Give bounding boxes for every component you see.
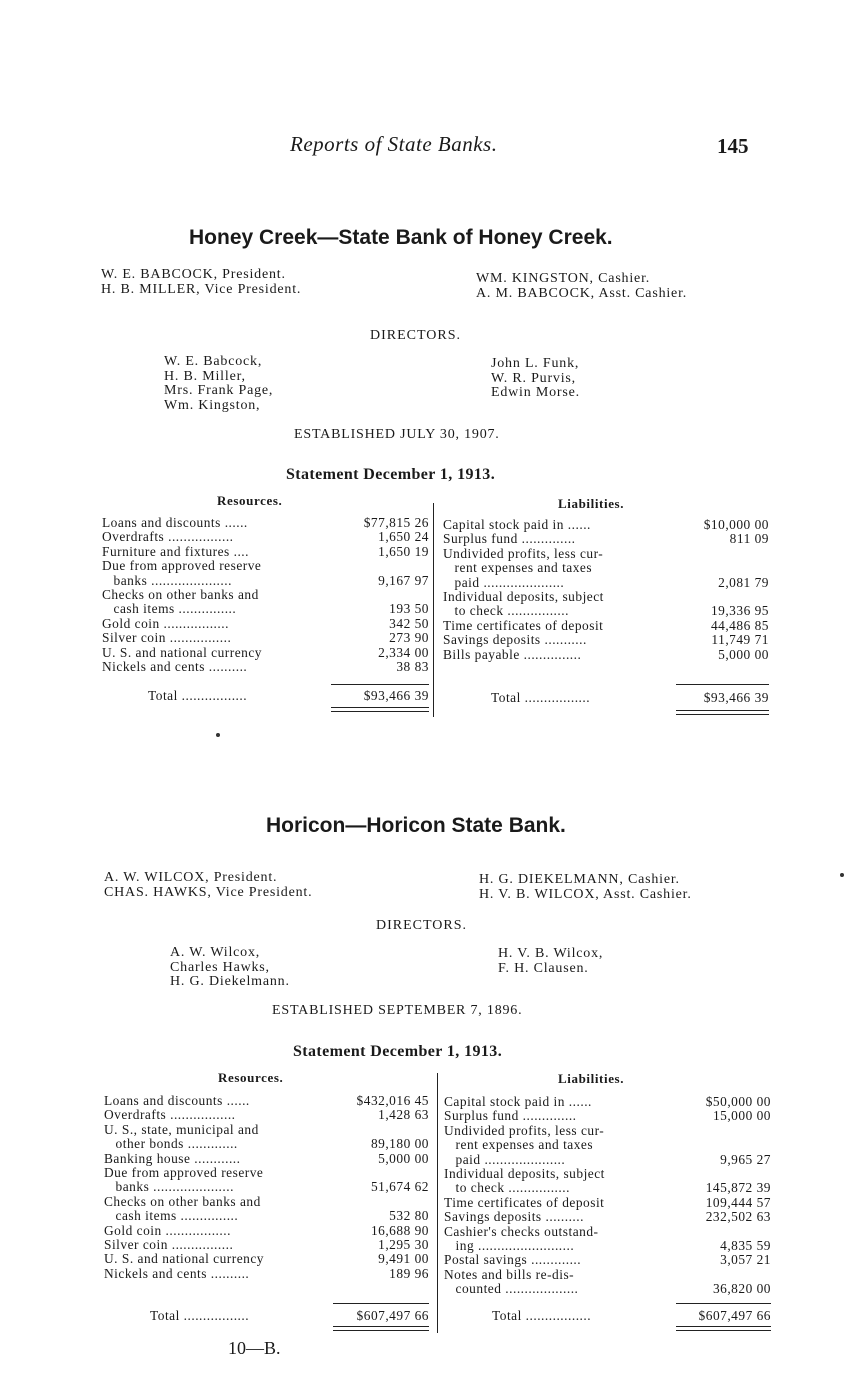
column-divider xyxy=(437,1073,438,1333)
ledger-item-label: Nickels and cents .......... xyxy=(102,658,248,674)
ledger-row xyxy=(104,1166,429,1180)
officer-cashier: WM. KINGSTON, Cashier. xyxy=(476,271,651,286)
ledger-row xyxy=(444,1268,771,1282)
double-rule xyxy=(676,1330,771,1331)
ledger-item-label: to check ................ xyxy=(444,1180,570,1196)
double-rule xyxy=(676,710,769,711)
ledger-row xyxy=(102,602,429,616)
ledger-row xyxy=(444,1095,771,1109)
total-label: Total ................. xyxy=(491,690,591,705)
bank-title: Horicon—Horicon State Bank. xyxy=(266,814,566,837)
director-name: H. G. Diekelmann. xyxy=(170,974,290,989)
double-rule xyxy=(333,1326,429,1327)
ledger-item-amount: 232,502 63 xyxy=(705,1209,771,1225)
directors-right xyxy=(498,947,603,976)
director-name: W. R. Purvis, xyxy=(491,370,576,386)
statement-title: Statement December 1, 1913. xyxy=(286,466,496,483)
ledger-row xyxy=(102,530,429,544)
directors-heading: DIRECTORS. xyxy=(370,328,462,343)
ledger-item-label: U. S., state, municipal and xyxy=(104,1121,259,1137)
ledger-item-amount: 51,674 62 xyxy=(370,1179,429,1195)
officers-left xyxy=(101,267,301,297)
liabilities-heading: Liabilities. xyxy=(558,1071,625,1086)
resources-list xyxy=(104,1094,429,1281)
ledger-item-amount: 1,650 24 xyxy=(378,529,429,545)
officers-right xyxy=(476,271,687,301)
ledger-row xyxy=(444,1210,771,1224)
running-header-title: Reports of State Banks. xyxy=(290,132,498,156)
officer-asst-cashier: H. V. B. WILCOX, Asst. Cashier. xyxy=(479,887,692,902)
ledger-row xyxy=(443,604,769,618)
liabilities-total-row xyxy=(491,690,769,706)
liabilities-heading: Liabilities. xyxy=(558,496,625,511)
ledger-item-label: Due from approved reserve xyxy=(104,1164,264,1180)
director-name: W. E. Babcock, xyxy=(164,354,263,369)
statement-title: Statement December 1, 1913. xyxy=(293,1043,503,1060)
ledger-item-amount: 38 83 xyxy=(396,658,429,674)
resources-total-amount: $607,497 66 xyxy=(356,1308,429,1323)
total-rule xyxy=(331,684,429,685)
ledger-item-label: Nickels and cents .......... xyxy=(104,1265,250,1281)
double-rule xyxy=(676,1326,771,1327)
director-name: F. H. Clausen. xyxy=(498,960,589,976)
ledger-item-amount: 89,180 00 xyxy=(370,1136,429,1152)
ledger-item-label: Loans and discounts ...... xyxy=(104,1093,250,1108)
established-date: ESTABLISHED SEPTEMBER 7, 1896. xyxy=(272,1003,523,1018)
ledger-row xyxy=(102,631,429,645)
ledger-item-amount: $50,000 00 xyxy=(705,1094,771,1109)
resources-heading: Resources. xyxy=(218,1070,284,1085)
ledger-item-amount: 11,749 71 xyxy=(711,632,769,648)
ledger-row xyxy=(444,1225,771,1239)
ledger-row xyxy=(104,1224,429,1238)
ledger-item-label: cash items ............... xyxy=(102,601,237,617)
resources-heading: Resources. xyxy=(217,493,283,508)
resources-list xyxy=(102,516,429,674)
ledger-item-label: Silver coin ................ xyxy=(104,1236,234,1252)
ledger-row xyxy=(444,1196,771,1210)
ledger-row xyxy=(443,547,769,561)
ledger-item-label: Time certificates of deposit xyxy=(444,1194,605,1210)
ledger-item-label: Overdrafts ................. xyxy=(104,1107,236,1123)
ledger-row xyxy=(104,1108,429,1122)
ledger-item-amount: 109,444 57 xyxy=(705,1194,771,1210)
liabilities-list xyxy=(444,1095,771,1296)
ledger-item-amount: 811 09 xyxy=(729,531,769,547)
total-rule xyxy=(676,684,769,685)
ledger-row xyxy=(102,559,429,573)
ledger-item-amount: 36,820 00 xyxy=(712,1281,771,1297)
ledger-item-amount: 15,000 00 xyxy=(712,1108,771,1124)
ledger-item-label: paid ..................... xyxy=(443,574,565,590)
liabilities-total-amount: $607,497 66 xyxy=(698,1308,771,1323)
ledger-row xyxy=(444,1153,771,1167)
ledger-item-amount: 9,965 27 xyxy=(720,1151,771,1167)
ledger-item-label: Notes and bills re-dis- xyxy=(444,1266,575,1282)
officer-president: A. W. WILCOX, President. xyxy=(104,870,278,885)
ledger-item-label: to check ................ xyxy=(443,603,569,619)
ledger-row xyxy=(102,646,429,660)
ledger-row xyxy=(443,532,769,546)
ledger-row xyxy=(102,660,429,674)
ledger-item-label: Silver coin ................ xyxy=(102,630,232,646)
ledger-item-label: other bonds ............. xyxy=(104,1136,238,1152)
ledger-row xyxy=(104,1209,429,1223)
ledger-row xyxy=(104,1195,429,1209)
ledger-row xyxy=(444,1239,771,1253)
ledger-row xyxy=(444,1138,771,1152)
ledger-row xyxy=(444,1282,771,1296)
ledger-item-amount: $77,815 26 xyxy=(363,515,429,530)
officers-left xyxy=(104,870,312,900)
ledger-item-amount: $432,016 45 xyxy=(356,1093,429,1108)
ledger-row xyxy=(104,1238,429,1252)
director-name: A. W. Wilcox, xyxy=(170,945,261,960)
directors-left xyxy=(164,355,273,413)
total-rule xyxy=(333,1303,429,1304)
officer-cashier: H. G. DIEKELMANN, Cashier. xyxy=(479,872,680,887)
ledger-item-amount: 44,486 85 xyxy=(710,617,769,633)
ledger-item-label: Cashier's checks outstand- xyxy=(444,1223,599,1239)
ledger-item-amount: 342 50 xyxy=(389,615,429,631)
ledger-item-label: Savings deposits ........... xyxy=(443,632,587,648)
ledger-item-amount: 4,835 59 xyxy=(720,1237,771,1253)
ledger-row xyxy=(104,1180,429,1194)
ledger-item-amount: 189 96 xyxy=(389,1265,429,1281)
total-label: Total ................. xyxy=(148,688,248,703)
ledger-item-amount: 1,295 30 xyxy=(378,1236,429,1252)
ledger-row xyxy=(444,1167,771,1181)
officer-president: W. E. BABCOCK, President. xyxy=(101,267,286,282)
ink-speck xyxy=(216,733,220,737)
signature-mark: 10—B. xyxy=(228,1338,281,1358)
ledger-item-label: paid ..................... xyxy=(444,1151,566,1167)
ledger-item-amount: 16,688 90 xyxy=(370,1222,429,1238)
ledger-item-amount: 5,000 00 xyxy=(718,646,769,662)
ledger-row xyxy=(443,590,769,604)
ledger-item-amount: 19,336 95 xyxy=(710,603,769,619)
ledger-row xyxy=(444,1109,771,1123)
director-name: Charles Hawks, xyxy=(170,959,270,975)
director-name: John L. Funk, xyxy=(491,356,580,371)
ledger-item-amount: 1,650 19 xyxy=(378,543,429,559)
ledger-item-amount: 145,872 39 xyxy=(705,1180,771,1196)
ledger-item-label: Gold coin ................. xyxy=(104,1222,231,1238)
ledger-item-amount: 2,081 79 xyxy=(718,574,769,590)
ledger-item-amount: 5,000 00 xyxy=(378,1150,429,1166)
ledger-row xyxy=(443,576,769,590)
ledger-item-amount: 532 80 xyxy=(389,1208,429,1224)
ledger-item-label: Bills payable ............... xyxy=(443,646,582,662)
ledger-item-label: Individual deposits, subject xyxy=(443,588,604,604)
ledger-item-amount: 9,491 00 xyxy=(378,1251,429,1267)
ledger-item-label: Surplus fund .............. xyxy=(444,1108,577,1124)
total-label: Total ................. xyxy=(150,1308,250,1323)
ledger-item-amount: 193 50 xyxy=(389,601,429,617)
ledger-item-label: Surplus fund .............. xyxy=(443,531,576,547)
ledger-row xyxy=(104,1094,429,1108)
ledger-item-amount: 9,167 97 xyxy=(378,572,429,588)
officers-right xyxy=(479,872,692,902)
ledger-item-label: Undivided profits, less cur- xyxy=(443,545,604,561)
ledger-item-label: Savings deposits .......... xyxy=(444,1209,584,1225)
ledger-row xyxy=(104,1137,429,1151)
resources-total-amount: $93,466 39 xyxy=(363,688,429,703)
directors-heading: DIRECTORS. xyxy=(376,918,468,933)
total-rule xyxy=(676,1303,771,1304)
ledger-item-amount: 3,057 21 xyxy=(720,1252,771,1268)
ledger-item-label: Time certificates of deposit xyxy=(443,617,604,633)
ledger-item-label: counted ................... xyxy=(444,1281,579,1297)
ledger-item-amount: 273 90 xyxy=(389,630,429,646)
ledger-item-label: Loans and discounts ...... xyxy=(102,515,248,530)
ledger-item-label: Furniture and fixtures .... xyxy=(102,543,250,559)
ledger-item-label: ing ......................... xyxy=(444,1237,575,1253)
ledger-item-label: banks ..................... xyxy=(104,1179,234,1195)
director-name: Wm. Kingston, xyxy=(164,397,261,413)
ledger-item-label: Gold coin ................. xyxy=(102,615,229,631)
ledger-row xyxy=(104,1152,429,1166)
ledger-item-label: rent expenses and taxes xyxy=(444,1137,594,1153)
ledger-row xyxy=(444,1253,771,1267)
director-name: Edwin Morse. xyxy=(491,385,580,400)
ledger-item-label: Due from approved reserve xyxy=(102,558,262,574)
ledger-item-label: banks ..................... xyxy=(102,572,232,588)
ledger-row xyxy=(104,1252,429,1266)
ledger-row xyxy=(443,518,769,532)
bank-title: Honey Creek—State Bank of Honey Creek. xyxy=(189,226,613,249)
ledger-item-label: Checks on other banks and xyxy=(104,1193,261,1209)
director-name: Mrs. Frank Page, xyxy=(164,383,274,398)
ledger-row xyxy=(102,516,429,530)
ledger-item-amount: $10,000 00 xyxy=(703,517,769,532)
ledger-item-label: Undivided profits, less cur- xyxy=(444,1122,605,1138)
ledger-row xyxy=(444,1181,771,1195)
ledger-row xyxy=(443,619,769,633)
ledger-row xyxy=(104,1267,429,1281)
directors-left xyxy=(170,946,290,990)
ledger-item-label: Overdrafts ................. xyxy=(102,529,234,545)
ledger-item-label: Individual deposits, subject xyxy=(444,1165,605,1181)
officer-asst-cashier: A. M. BABCOCK, Asst. Cashier. xyxy=(476,286,688,301)
ledger-row xyxy=(102,574,429,588)
ledger-row xyxy=(443,633,769,647)
ledger-row xyxy=(102,617,429,631)
ledger-item-amount: 2,334 00 xyxy=(378,644,429,660)
resources-total-row xyxy=(150,1308,429,1324)
ledger-row xyxy=(443,648,769,662)
directors-right xyxy=(491,357,580,401)
total-label: Total ................. xyxy=(492,1308,592,1323)
ledger-item-label: rent expenses and taxes xyxy=(443,560,593,576)
resources-total-row xyxy=(148,688,429,704)
director-name: H. B. Miller, xyxy=(164,368,246,384)
director-name: H. V. B. Wilcox, xyxy=(498,946,604,961)
ledger-item-label: Postal savings ............. xyxy=(444,1252,582,1268)
ledger-item-label: Checks on other banks and xyxy=(102,586,259,602)
column-divider xyxy=(433,503,434,717)
ledger-row xyxy=(443,561,769,575)
established-date: ESTABLISHED JULY 30, 1907. xyxy=(294,427,500,442)
double-rule xyxy=(676,714,769,715)
officer-vice-president: CHAS. HAWKS, Vice President. xyxy=(104,885,313,900)
ledger-row xyxy=(444,1124,771,1138)
ledger-item-label: Banking house ............ xyxy=(104,1150,241,1166)
double-rule xyxy=(333,1330,429,1331)
ledger-row xyxy=(104,1123,429,1137)
ledger-item-label: Capital stock paid in ...... xyxy=(444,1094,592,1109)
liabilities-total-row xyxy=(492,1308,771,1324)
ink-speck xyxy=(840,873,844,877)
ledger-item-amount: 1,428 63 xyxy=(378,1107,429,1123)
ledger-item-label: U. S. and national currency xyxy=(104,1251,265,1267)
page-number: 145 xyxy=(717,134,749,158)
ledger-item-label: U. S. and national currency xyxy=(102,644,263,660)
double-rule xyxy=(331,711,429,712)
ledger-row xyxy=(102,545,429,559)
double-rule xyxy=(331,707,429,708)
ledger-row xyxy=(102,588,429,602)
ledger-item-label: Capital stock paid in ...... xyxy=(443,517,591,532)
liabilities-total-amount: $93,466 39 xyxy=(703,690,769,705)
liabilities-list xyxy=(443,518,769,662)
officer-vice-president: H. B. MILLER, Vice President. xyxy=(101,282,302,297)
ledger-item-label: cash items ............... xyxy=(104,1208,239,1224)
